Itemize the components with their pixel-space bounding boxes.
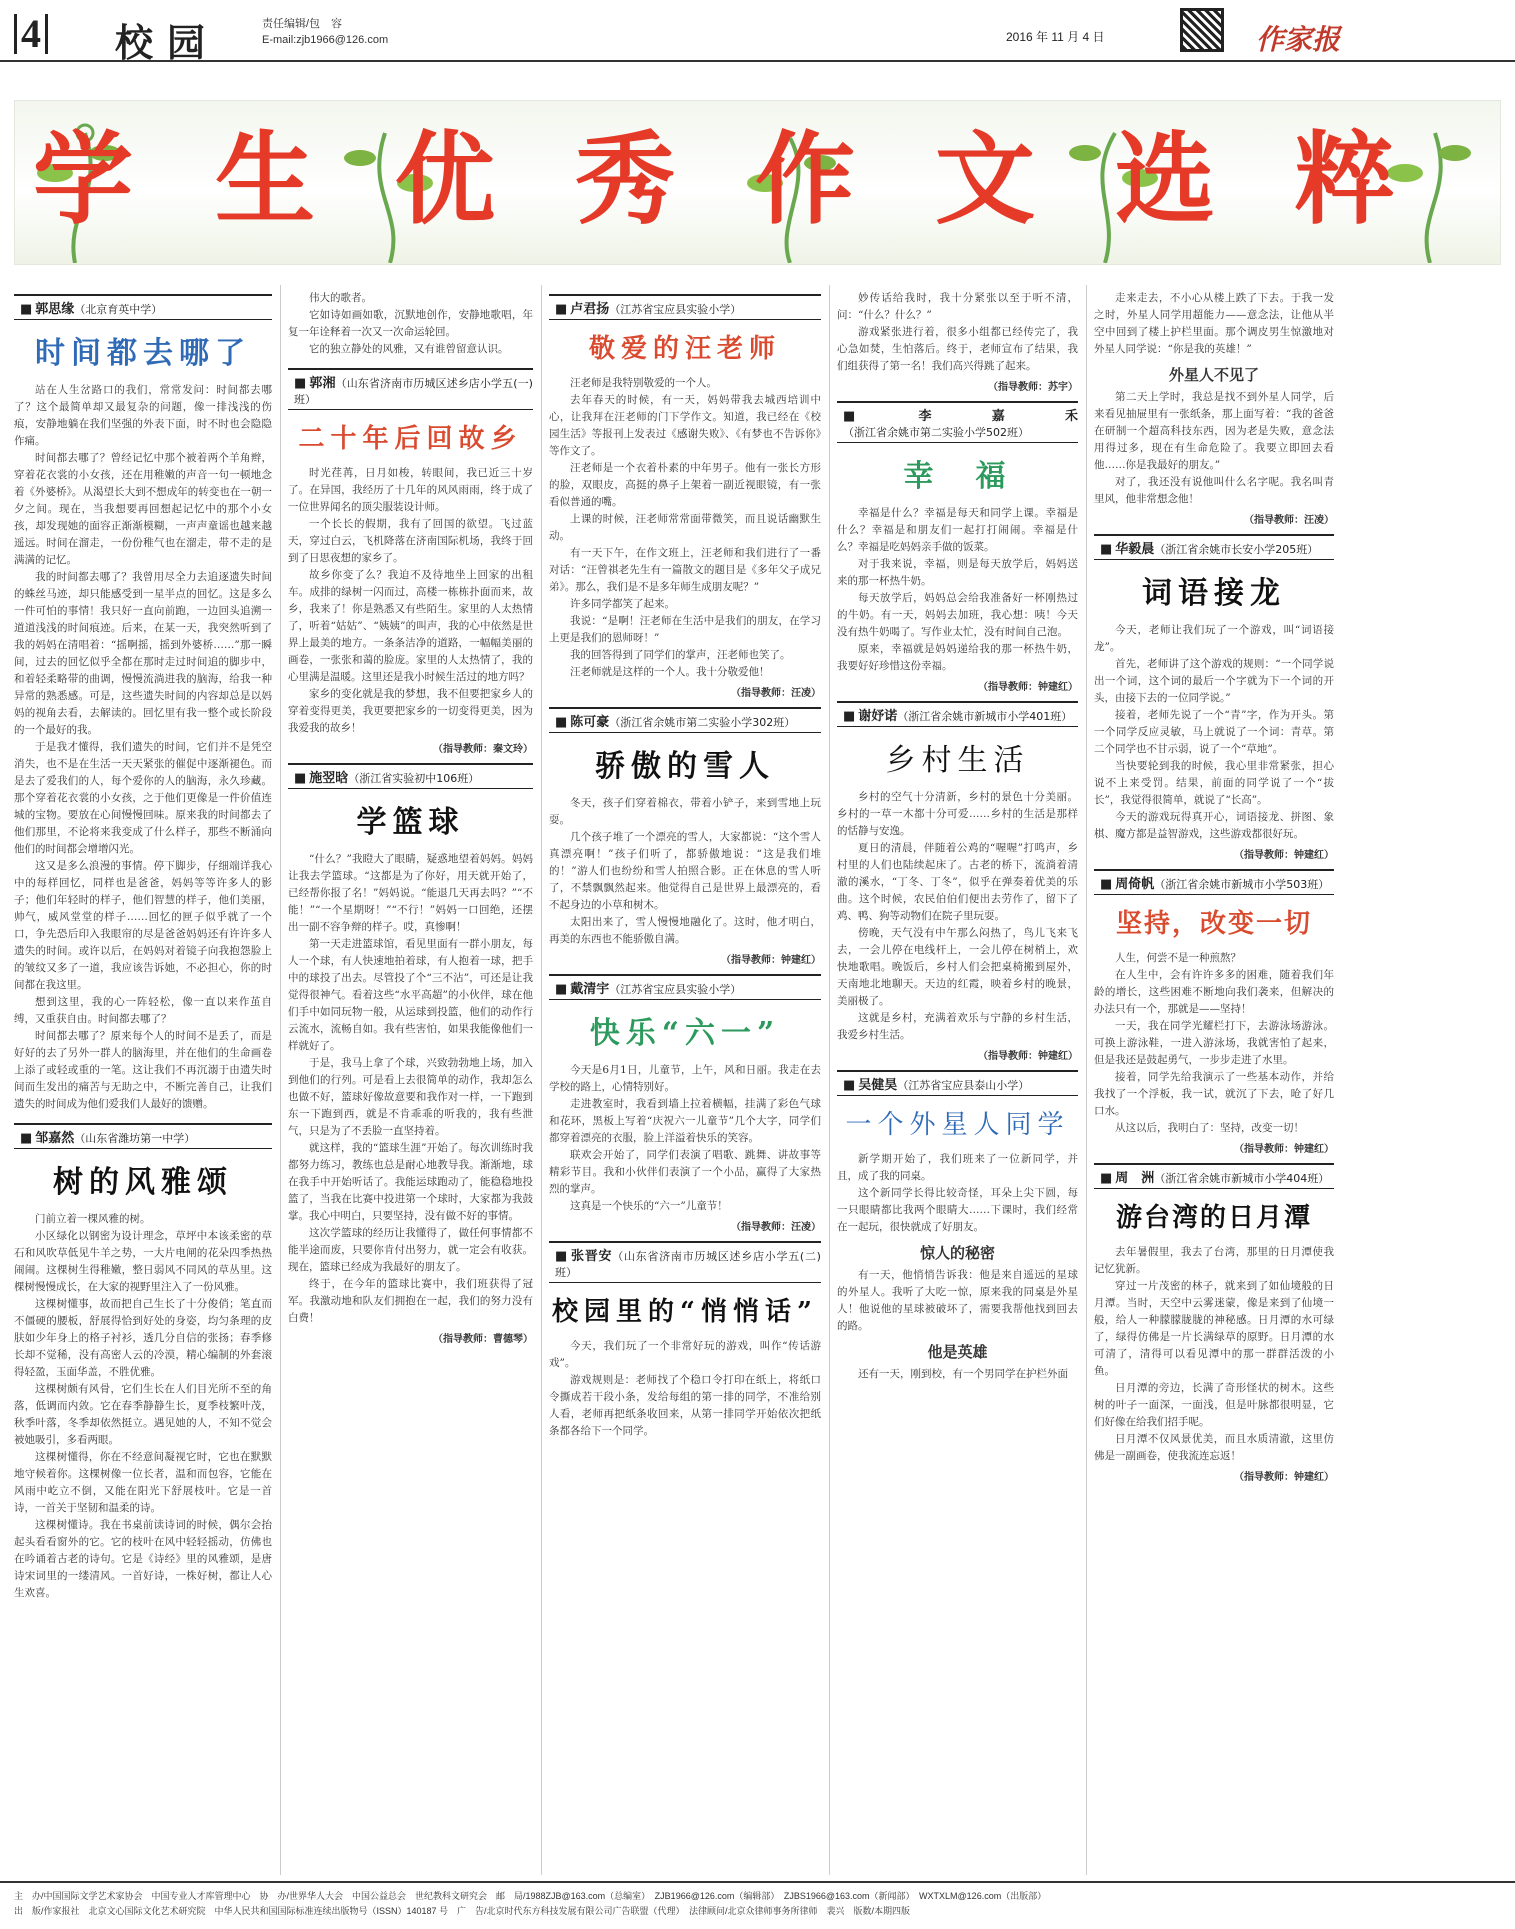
- paragraph: 从这以后，我明白了：坚持，改变一切！: [1115, 1122, 1304, 1134]
- banner-char: 生: [215, 120, 315, 238]
- paragraph: 几个孩子堆了一个漂亮的雪人，大家都说：“这个雪人真漂亮啊！”孩子们听了，都骄傲地说：“这是我们堆的！”游人们也纷纷和雪人拍照合影。正在休息的雪人听了，不禁飘飘然起来。他觉得自己是世界上最漂亮的，看不起身边的小草和树木。: [549, 831, 821, 911]
- paragraph: 它的独立静处的风雅，又有谁曾留意认识。: [309, 343, 509, 355]
- paragraph: 今天是6月1日，儿童节，上午，风和日丽。我走在去学校的路上，心情特别好。: [549, 1064, 821, 1093]
- author-name: 吴健昊: [858, 1078, 898, 1093]
- teacher-credit: （指导教师：钟建红）: [978, 1051, 1078, 1062]
- paragraph: 乡村的空气十分清新，乡村的景色十分美丽。乡村的一草一木都十分可爱……乡村的生活是那样的恬静与安逸。: [837, 791, 1078, 837]
- section-title: 校园: [115, 20, 220, 65]
- editor-info: [262, 16, 388, 48]
- paragraph: 对于我来说，幸福，则是每天放学后，妈妈送来的那一杯热牛奶。: [837, 558, 1078, 587]
- paragraph: 这棵树懂诗。我在书桌前读诗词的时候，偶尔会抬起头看看窗外的它。它的枝叶在风中轻轻摇动，仿佛也在吟诵着古老的诗句。它是《诗经》里的风雅颂，是唐诗宋词里的一缕清风。一首好诗，一株好树，都让人心生欢喜。: [14, 1519, 272, 1599]
- author-name: 戴清宇: [570, 982, 610, 997]
- column-1: [14, 290, 272, 1602]
- paragraph: 每天放学后，妈妈总会给我准备好一杯刚热过的牛奶。有一天，妈妈去加班，我心想：咦！今天没有热牛奶喝了。写作业太忙，没有时间自己泡。: [837, 592, 1078, 638]
- author-school: （北京育英中学）: [74, 303, 163, 316]
- author-school: （浙江省余姚市第二实验小学502班）: [843, 426, 1029, 439]
- paragraph: 一天，我在同学光耀栏打下，去游泳场游泳。可换上游泳鞋，一进入游泳场，我就害怕了起来，但是我还是鼓起勇气，一步步走进了水里。: [1094, 1020, 1334, 1066]
- paragraph: 走进教室时，我看到墙上拉着横幅，挂满了彩色气球和花环，黑板上写着“庆祝六一儿童节”几个大字，同学们都穿着漂亮的衣服，脸上洋溢着快乐的笑容。: [549, 1098, 821, 1144]
- author-name: 谢妤诺: [858, 709, 898, 724]
- author-school: （山东省潍坊第一中学）: [74, 1132, 196, 1145]
- article-title: 一个外星人同学: [845, 1110, 1070, 1140]
- paragraph: 一个长长的假期，我有了回国的欲望。飞过蓝天，穿过白云，飞机降落在济南国际机场，我终于回到了日思夜想的家乡了。: [288, 518, 533, 564]
- teacher-credit: （指导教师：汪凌）: [731, 688, 821, 699]
- paragraph: 于是，我马上拿了个球，兴致勃勃地上场，加入到他们的行列。可是看上去很简单的动作，我却怎么也做不好，篮球好像故意要和我作对一样，一下跑到东一下跑到西，就是不肯乖乖的听我的，我有些泄气，只是为了不丢脸一直坚持着。: [288, 1057, 533, 1137]
- paragraph: 伟大的歌者。: [309, 292, 372, 304]
- teacher-credit: （指导教师：曹德琴）: [433, 1334, 533, 1345]
- paragraph: 傍晚，天气没有中午那么闷热了，鸟儿飞来飞去，一会儿停在电线杆上，一会儿停在树梢上，欢快地歌唱。晚饭后，乡村人们会把桌椅搬到屋外，天南地北地聊天。天边的红霞，映着乡村的晚景，美丽极了。: [837, 927, 1078, 1007]
- column-2: [288, 290, 533, 1353]
- paragraph: 家乡的变化就是我的梦想，我不但要把家乡人的穿着变得更美，我更要把家乡的一切变得更美，因为我爱我的故乡！: [288, 688, 533, 734]
- article-title: 时间都去哪了: [35, 336, 251, 371]
- paragraph: 就这样，我的“篮球生涯”开始了。每次训练时我都努力练习，教练也总是耐心地教导我。渐渐地，球在我手中开始听话了。我能运球跑动了，能稳稳地投篮了，当我在比赛中投进第一个球时，大家都为我鼓掌。我心中明白，只要坚持，没有做不好的事情。: [288, 1142, 533, 1222]
- author-school: （浙江省余姚市第二实验小学302班）: [609, 716, 796, 729]
- author-header: [549, 294, 821, 320]
- author-header: [288, 763, 533, 789]
- paragraph: 汪老师就是这样的一个人。我十分敬爱他！: [570, 666, 770, 678]
- author-header: [1094, 869, 1334, 895]
- feature-banner: [14, 100, 1501, 265]
- banner-char: 优: [395, 120, 495, 238]
- paragraph: 人生，何尝不是一种煎熬？: [1115, 952, 1241, 964]
- author-header: [837, 401, 1078, 443]
- article-title: 坚持，改变一切: [1115, 909, 1312, 939]
- paragraph: 这又是多么浪漫的事情。停下脚步，仔细端详我心中的每样回忆，同样也是爸爸，妈妈等等许多人的影子；他们年轻时的样子，他们智慧的样子，他们美丽，帅气，威风堂堂的样子……回忆的匣子似乎就了一个口，争先恐后印入我眼帘的尽是爸爸妈妈还有许许多人遗失的时间。或许以后，在妈妈对着镜子向我抱怨脸上的皱纹又多了一道，我应该告诉她，不必担心，你的时间都在我这里。: [14, 860, 272, 991]
- article-title: 学篮球: [356, 805, 465, 840]
- paragraph: 我的回答得到了同学们的掌声，汪老师也笑了。: [570, 649, 791, 661]
- author-school: （江苏省宝应县实验小学）: [609, 983, 742, 996]
- author-name: 郭思缘: [35, 302, 75, 317]
- paragraph: 去年暑假里，我去了台湾，那里的日月潭使我记忆犹新。: [1094, 1246, 1334, 1275]
- teacher-credit: （指导教师：钟建红）: [721, 955, 821, 966]
- paragraph: 终于，在今年的篮球比赛中，我们班获得了冠军。我激动地和队友们拥抱在一起，我们的努力没有白费！: [288, 1278, 533, 1324]
- author-school: （山东省济南市历城区述乡店小学五(一)班）: [294, 377, 533, 406]
- paragraph: 这次学篮球的经历让我懂得了，做任何事情都不能半途而废，只要你肯付出努力，就一定会有收获。现在，篮球已经成为我最好的朋友了。: [288, 1227, 533, 1273]
- column-divider: [829, 285, 830, 1875]
- teacher-credit: （指导教师：钟建红）: [1234, 1472, 1334, 1483]
- article-title: 游台湾的日月潭: [1115, 1203, 1312, 1233]
- author-name: 华毅晨: [1115, 542, 1155, 557]
- paragraph: 我的时间都去哪了？我曾用尽全力去追逐遗失时间的蛛丝马迹，却只能感受到一星半点的回忆。这是多么一件可怕的事情！我只好一直向前跑，一边回头追溯一道道浅浅的时间痕迹。后来，在某一天，我突然听到了我的妈妈在清唱着：“摇啊摇，摇到外婆桥……”那一瞬间，过去的回忆似乎全都在那时走过时间追的脚步中，和着轻柔略带的曲调，慢慢流淌进我的脑海，给我一种异常的熟悉感。可是，这些遗失时间的内容却总是以妈妈的视角去看，去解读的。回忆里有我一整个或长阶段的一个最好的我。: [14, 571, 272, 736]
- author-header: [549, 1241, 821, 1283]
- author-header: [1094, 534, 1334, 560]
- article-title: 乡村生活: [885, 743, 1030, 778]
- author-school: （浙江省余姚市长安小学205班）: [1154, 543, 1319, 556]
- paragraph: 这棵树懂事，故而把自己生长了十分俊俏；笔直而不僵硬的腰板，舒展得恰到好处的身姿，均匀条理的皮肤如少年身上的格子衬衫，透几分自信的张扬；春季修长却不觉稀，没有高密人云的冷漠，精心编制的外套滚得轻盈，玉面华盖，不胜优雅。: [14, 1298, 272, 1378]
- author-school: （浙江省余姚市新城市小学401班）: [897, 710, 1073, 723]
- article-title: 骄傲的雪人: [595, 749, 775, 784]
- banner-char: 粹: [1295, 120, 1395, 238]
- paragraph: 故乡你变了么？我迫不及待地坐上回家的出租车。成排的绿树一闪而过，高楼一栋栋扑面而来，故乡，我来了！你是熟悉又有些陌生。家里的人太热情了，听着“姑姑”、“姨姨”的叫声，我的心中依然是世界上最美的地方。一条条洁净的道路，一幅幅美丽的画卷，一张张和蔼的脸庞。家里的人太热情了，我的心里满是温暖。这里还是我小时候生活过的地方吗？: [288, 569, 533, 683]
- author-header: [549, 974, 821, 1000]
- footer-imprint: [0, 1881, 1515, 1929]
- paragraph: 走来走去，不小心从楼上跌了下去。于我一发之时，外星人同学用超能力——意念法，让他从半空中回到了楼上护栏里面。那个调皮男生惊激地对外星人同学说：“你是我的英雄！”: [1094, 292, 1334, 355]
- paragraph: 今天，老师让我们玩了一个游戏，叫“词语接龙”。: [1094, 624, 1334, 653]
- paragraph: 时间都去哪了？曾经记忆中那个被着两个羊角辫，穿着花衣裳的小女孩，还在用稚嫩的声音一句一顿地念着《外婆桥》。从渴望长大到不想成年的转变也在一朝一夕之间。现在，当我想要再回想起记忆中的那个小女孩，却发现她的面容正渐渐模糊，一声声童谣也越来越遥远。时间在溜走，一份份稚气也在溜走，带不走的是满满的记忆。: [14, 452, 272, 566]
- paragraph: 在人生中，会有许许多多的困难，随着我们年龄的增长，这些困难不断地向我们袭来，但解决的办法只有一个，那就是——坚持！: [1094, 969, 1334, 1015]
- paragraph: 穿过一片茂密的林子，就来到了如仙境般的日月潭。当时，天空中云雾迷蒙，像是来到了仙境一般，给人一种朦朦胧胧的神秘感。日月潭的水可绿了，绿得仿佛是一片长满绿草的原野。日月潭的水可清了，清得可以看见潭中的那一群群活泼的小鱼。: [1094, 1280, 1334, 1377]
- paragraph: 站在人生岔路口的我们，常常发问：时间都去哪了？这个最简单却又最复杂的问题，像一排浅浅的伤痕，安静地躺在我们坚强的外表下面，时不时也会隐隐作痛。: [14, 384, 272, 447]
- author-header: [549, 707, 821, 733]
- paragraph: 冬天，孩子们穿着棉衣，带着小铲子，来到雪地上玩耍。: [549, 797, 821, 826]
- column-divider: [541, 285, 542, 1875]
- paragraph: 接着，老师先说了一个“青”字，作为开头。第一个同学反应灵敏，马上就说了一个词：青草。第二个同学也不甘示弱，说了一个“草地”。: [1094, 709, 1334, 755]
- author-school: （浙江省实验初中106班）: [348, 772, 480, 785]
- banner-char: 学: [33, 120, 133, 238]
- paragraph: 当快要轮到我的时候，我心里非常紧张，担心说不上来受罚。结果，前面的同学说了一个“拔长”，我觉得很简单，就说了“长高”。: [1094, 760, 1334, 806]
- banner-char: 文: [935, 120, 1035, 238]
- author-header: [1094, 1163, 1334, 1189]
- paragraph: 这棵树懂得，你在不经意间凝视它时，它也在默默地守候着你。这棵树像一位长者，温和而包容，它能在风雨中屹立不倒，又能在阳光下舒展枝叶。它是一首诗，一首关于坚韧和温柔的诗。: [14, 1451, 272, 1514]
- column-3: [549, 290, 821, 1440]
- column-divider: [280, 285, 281, 1875]
- paragraph: 游戏规则是：老师找了个稳口令打印在纸上，将纸口令撕成若干段小条，发给每组的第一排的同学，不准给别人看，老师再把纸条收回来，从第一排同学开始依次把纸条都各给下一个同学。: [549, 1374, 821, 1437]
- teacher-credit: （指导教师：汪凌）: [731, 1222, 821, 1233]
- paragraph: 想到这里，我的心一阵轻松，像一直以来作茧自缚，又重获自由。时间都去哪了？: [14, 996, 272, 1025]
- author-school: （山东省济南市历城区述乡店小学五(二)班）: [555, 1250, 821, 1279]
- paragraph: 第二天上学时，我总是找不到外星人同学，后来看见抽屉里有一张纸条，那上面写着：“我的爸爸在研制一个超高科技东西，因为老是失败，意念法用得过多，现在有生命危险了。我要立即回去看他……你是我最好的朋友。”: [1094, 391, 1334, 471]
- author-header: [14, 1123, 272, 1149]
- paragraph: 小区绿化以钢密为设计理念，草坪中本该柔密的草石和风吹草低见牛羊之势，一大片电闸的花朵四季热热闹闹。这棵树生得稚嫩，整日弱风不同风的草丛里。这棵树慢慢成长，在大家的视野里注入了一份风雅。: [14, 1230, 272, 1293]
- article-title: 树的风雅颂: [53, 1165, 233, 1200]
- paragraph: 有一天下午，在作文班上，汪老师和我们进行了一番对话：“汪曾祺老先生有一篇散文的题目是《多年父子成兄弟》。那么，我们是不是多年师生成朋友呢？”: [549, 547, 821, 593]
- masthead: [0, 0, 1515, 65]
- paragraph: 门前立着一棵风雅的树。: [35, 1213, 151, 1225]
- editor-name: 责任编辑/包 容: [262, 18, 343, 30]
- teacher-credit: （指导教师：钟建红）: [978, 682, 1078, 693]
- paragraph: 今天的游戏玩得真开心，词语接龙、拼图、象棋、魔方都是益智游戏，这些游戏都很好玩。: [1094, 811, 1334, 840]
- author-name: 张晋安: [571, 1249, 613, 1264]
- column-4: [837, 290, 1078, 1383]
- paragraph: 上课的时候，汪老师常常面带微笑，而且说话幽默生动。: [549, 513, 821, 542]
- editor-email: E-mail:zjb1966@126.com: [262, 34, 389, 46]
- subheading: 惊人的秘密: [919, 1244, 995, 1262]
- author-header: [837, 701, 1078, 727]
- paragraph: 新学期开始了，我们班来了一位新同学，并且，成了我的同桌。: [837, 1153, 1078, 1182]
- author-name: 卢君扬: [570, 302, 610, 317]
- paragraph: 这个新同学长得比较奇怪，耳朵上尖下圆，每一只眼睛都比我两个眼睛大……下课时，我们经常在一起玩，很快就成了好朋友。: [837, 1187, 1078, 1233]
- author-header: [14, 294, 272, 320]
- paragraph: 对了，我还没有说他叫什么名字呢。我名叫青里风，他非常想念他！: [1094, 476, 1334, 505]
- paragraph: 太阳出来了，雪人慢慢地融化了。这时，他才明白，再美的东西也不能骄傲自满。: [549, 916, 821, 945]
- paragraph: 于是我才懂得，我们遗失的时间，它们并不是凭空消失，也不是在生活一天天紧张的催促中逐渐褪色。而是去了爱我们的人，每个爱你的人的脑海，永久珍藏。那个穿着花衣裳的小女孩，之于他们更像是一件价值连城的宝物。要放在心间慢慢回味。原来我的时间都去了他们那里，不论将来我变成了什么样子，那些不断涌向他们的时间都会增增闪光。: [14, 741, 272, 855]
- paragraph: 这棵树颇有风骨，它们生长在人们目光所不至的角落，低调而内敛。它在春季静静生长，夏季枝繁叶茂，秋季叶落，冬季却依然挺立。遇见她的人，不知不觉会被她吸引，多看两眼。: [14, 1383, 272, 1446]
- subheading: 他是英雄: [927, 1343, 988, 1361]
- paragraph: 还有一天，刚到校，有一个男同学在护栏外面: [858, 1368, 1068, 1380]
- teacher-credit: （指导教师：汪凌）: [1244, 515, 1334, 526]
- paragraph: 游戏紧张进行着，很多小组都已经传完了，我心急如焚，生怕落后。终于，老师宣布了结果，我们组获得了第一名！我们高兴得跳了起来。: [837, 326, 1078, 372]
- article-title: 校园里的“悄悄话”: [552, 1297, 818, 1327]
- paragraph: 这就是乡村，充满着欢乐与宁静的乡村生活，我爱乡村生活。: [837, 1012, 1078, 1041]
- author-school: （浙江省余姚市新城市小学503班）: [1154, 878, 1330, 891]
- author-school: （江苏省宝应县实验小学）: [609, 303, 742, 316]
- author-name: 李嘉禾: [918, 409, 1078, 424]
- author-name: 周 洲: [1115, 1171, 1155, 1186]
- paragraph: 首先，老师讲了这个游戏的规则：“一个同学说出一个词，这个词的最后一个字就为下一个词的开头，由接下去的一位同学说。”: [1094, 658, 1334, 704]
- paragraph: 许多同学都笑了起来。: [570, 598, 675, 610]
- author-name: 施翌晗: [309, 771, 349, 786]
- paragraph: 有一天，他悄悄告诉我：他是来自遥远的星球的外星人。我听了大吃一惊，原来我的同桌是外星人！他说他的星球被破坏了，需要我帮他找到回去的路。: [837, 1269, 1078, 1332]
- author-name: 周倚帆: [1115, 877, 1155, 892]
- author-header: [288, 368, 533, 410]
- paragraph: 妙传话给我时，我十分紧张以至于听不清，问：“什么？什么？”: [837, 292, 1078, 321]
- footer-line: 主 办/中国国际文学艺术家协会 中国专业人才库管理中心 协 办/世界华人大会 中国公益总会 世纪教科文研究会 邮 局/1988ZJB@163.com（总编室） ZJB1966@126.com（编辑部） ZJBS1966@163.com（新闻部） WXTXLM@126.com（出版部）: [14, 1891, 1047, 1901]
- paragraph: 第一天走进篮球馆，看见里面有一群小朋友，每人一个球，有人快速地拍着球，有人抱着一球，把手中的球投了出去。尽管投了个“三不沾”，可还是让我觉得很神气。看着这些“水平高超”的小伙伴，球在他们手中如同玩物一般，从运球到投篮，他们的动作行云流水，流畅自如。我有些害怕，如果我能像他们一样就好了。: [288, 938, 533, 1052]
- article-title: 快乐“六一”: [589, 1016, 781, 1051]
- paragraph: 联欢会开始了，同学们表演了唱歌、跳舞、讲故事等精彩节目。我和小伙伴们表演了一个小品，赢得了大家热烈的掌声。: [549, 1149, 821, 1195]
- qr-code-icon: [1180, 8, 1224, 52]
- paragraph: 时光荏苒，日月如梭，转眼间，我已近三十岁了。在异国，我经历了十几年的风风雨雨，终于成了一位世界闻名的顶尖服装设计师。: [288, 467, 533, 513]
- article-title: 词语接龙: [1142, 576, 1286, 611]
- paragraph: “什么？”我瞪大了眼睛，疑惑地望着妈妈。妈妈让我去学篮球。“这都是为了你好，用天就开始了，已经帮你报了名！”妈妈说。“能退几天再去吗？”“不能！”“一个星期呀！”“不行！”妈妈一口回绝，还摆出一副不容争辩的样子。哎，真惨啊！: [288, 853, 533, 933]
- teacher-credit: （指导教师：秦文玲）: [433, 744, 533, 755]
- paragraph: 它如诗如画如歌，沉默地创作，安静地歌唱，年复一年诠释着一次又一次命运轮回。: [288, 309, 533, 338]
- teacher-credit: （指导教师：苏宇）: [988, 382, 1078, 393]
- author-school: （江苏省宝应县泰山小学）: [897, 1079, 1030, 1092]
- author-name: 郭湘: [309, 376, 336, 391]
- author-header: [837, 1070, 1078, 1096]
- author-school: （浙江省余姚市新城市小学404班）: [1154, 1172, 1330, 1185]
- paragraph: 日月潭的旁边，长满了奇形怪状的树木。这些树的叶子一面深，一面浅，但是叶脉都很明显，它们好像在给我们招手呢。: [1094, 1382, 1334, 1428]
- teacher-credit: （指导教师：钟建红）: [1234, 1144, 1334, 1155]
- author-name: 陈可豪: [570, 715, 610, 730]
- banner-char: 作: [755, 120, 855, 238]
- newspaper-logo: 作家报: [1256, 23, 1341, 56]
- subheading: 外星人不见了: [1168, 366, 1259, 384]
- article-title: 幸 福: [903, 459, 1012, 494]
- teacher-credit: （指导教师：钟建红）: [1234, 850, 1334, 861]
- paragraph: 这真是一个快乐的“六一”儿童节！: [570, 1200, 728, 1212]
- footer-line: 出 版/作家报社 北京文心国际文化艺术研究院 中华人民共和国国际标准连续出版物号（ISSN）140187 号 广 告/北京时代东方科技发展有限公司广告联盟（代理） 法律顾问/北京众律师事务所律师 裴兴 版数/本期四版: [14, 1906, 911, 1916]
- column-divider: [1086, 285, 1087, 1875]
- paragraph: 夏日的清晨，伴随着公鸡的“喔喔”打鸣声，乡村里的人们也陆续起床了。古老的桥下，流淌着清澈的溪水，“丁冬、丁冬”，似乎在弹奏着优美的乐曲。这个时候，农民伯伯们便出去劳作了，留下了鸡、鸭、狗等动物们在院子里玩耍。: [837, 842, 1078, 922]
- article-title: 二十年后回故乡: [298, 424, 523, 454]
- column-5: [1094, 290, 1334, 1491]
- paragraph: 时间都去哪了？原来每个人的时间不是丢了，而是好好的去了另外一群人的脑海里，并在他们的生命画卷上添了或轻或重的一笔。这让我们不再沉溺于由遗失时间而生发出的痛苦与无助之中，不断完善自己，让我们遗失的时间成为他们爱我们人最好的馈赠。: [14, 1030, 272, 1110]
- article-title: 敬爱的汪老师: [588, 334, 781, 364]
- paragraph: 去年春天的时候，有一天，妈妈带我去城西培训中心，让我拜在汪老师的门下学作文。知道，我已经在《校园生活》等报刊上发表过《感谢失败》、《有梦也不告诉你》等作文了。: [549, 394, 821, 457]
- paragraph: 接着，同学先给我演示了一些基本动作，并给我找了一个浮板，我一试，就沉了下去，呛了好几口水。: [1094, 1071, 1334, 1117]
- paragraph: 幸福是什么？幸福是每天和同学上课。幸福是什么？幸福是和朋友们一起打打闹闹。幸福是什么？幸福是吃妈妈亲手做的饭菜。: [837, 507, 1078, 553]
- issue-date: 2016 年 11 月 4 日: [1006, 30, 1105, 44]
- banner-char: 选: [1115, 120, 1215, 238]
- paragraph: 原来，幸福就是妈妈递给我的那一杯热牛奶，我要好好珍惜这份幸福。: [837, 643, 1078, 672]
- author-name: 邹嘉然: [35, 1131, 75, 1146]
- paragraph: 日月潭不仅风景优美，而且水质清澈，这里仿佛是一副画卷，使我流连忘返！: [1094, 1433, 1334, 1462]
- paragraph: 今天，我们玩了一个非常好玩的游戏，叫作“传话游戏”。: [549, 1340, 821, 1369]
- paragraph: 汪老师是一个衣着朴素的中年男子。他有一张长方形的脸，双眼皮，高挺的鼻子上架着一副近视眼镜，有一张看似普通的嘴。: [549, 462, 821, 508]
- banner-char: 秀: [575, 120, 675, 238]
- paragraph: 我说：“是啊！汪老师在生活中是我们的朋友，在学习上更是我们的恩师呀！”: [549, 615, 821, 644]
- paragraph: 汪老师是我特别敬爱的一个人。: [570, 377, 717, 389]
- page-number: 4: [14, 14, 48, 54]
